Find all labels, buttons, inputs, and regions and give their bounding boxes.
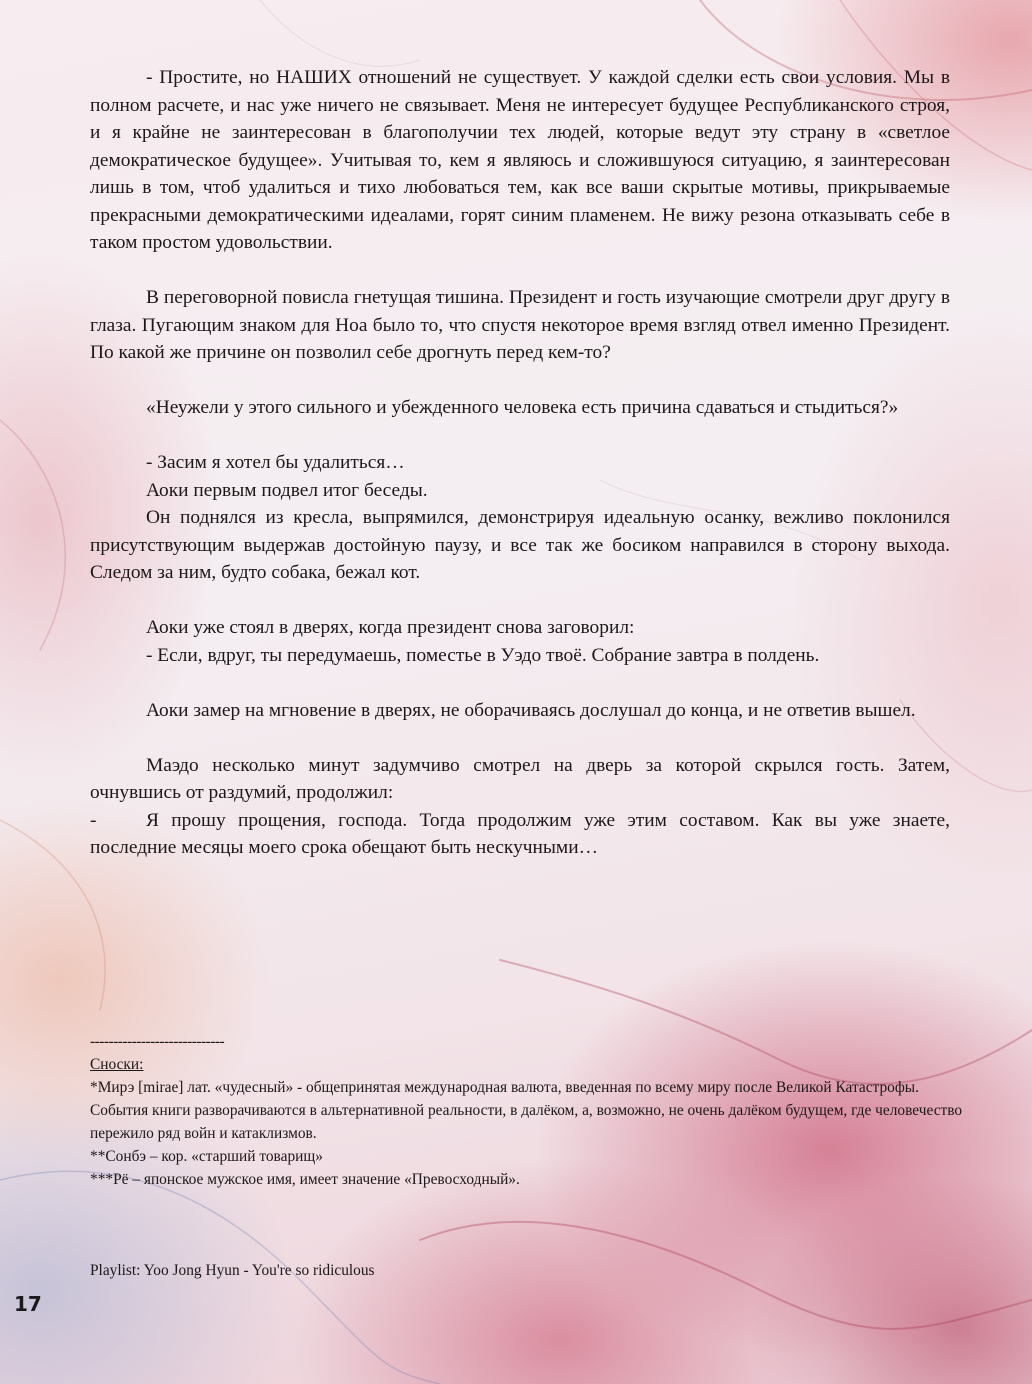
footnote-separator: ----------------------------- <box>90 1033 225 1050</box>
paragraph-aoki-leaves: Он поднялся из кресла, выпрямился, демонстрируя идеальную осанку, вежливо поклонился присутствующим выдержав достойную паузу, и все так же босиком направился в сторону выхода. Следом за ним, будто собака, бежал кот. <box>90 507 950 583</box>
footnote-ryo: ***Рё – японское мужское имя, имеет значение «Превосходный». <box>90 1171 520 1188</box>
paragraph-maedo-speech <box>90 807 950 862</box>
dash-marker: - <box>90 809 97 831</box>
paragraph-aoki-exit: Аоки замер на мгновение в дверях, не оборачиваясь дослушал до конца, и не ответив вышел. <box>146 699 916 721</box>
playlist-note: Playlist: Yoo Jong Hyun - You're so ridiculous <box>90 1262 375 1279</box>
page-number: 17 <box>14 1292 42 1316</box>
footnotes <box>90 1030 970 1191</box>
paragraph-farewell-line: - Засим я хотел бы удалиться… <box>146 452 405 473</box>
maedo-speech-text: Я прошу прощения, господа. Тогда продолжим уже этим составом. Как вы уже знаете, последние месяцы моего срока обещают быть нескучными… <box>90 809 950 858</box>
footnotes-title: Сноски: <box>90 1056 144 1073</box>
story-text <box>90 64 950 862</box>
paragraph-refusal: - Простите, но НАШИХ отношений не существует. У каждой сделки есть свои условия. Мы в полном расчете, и нас уже ничего не связывает. Меня не интересует будущее Республиканского строя, и я крайне не заинтересован в благополучии тех людей, которые ведут эту страну в «светлое демократическое будущее». Учитывая то, кем я являюсь и сложившуюся ситуацию, я заинтересован лишь в том, чтоб удалиться и тихо любоваться тем, как все ваши скрытые мотивы, прикрываемые прекрасными демократическими идеалами, горят синим пламенем. Не вижу резона отказывать себе в таком простом удовольствии. <box>90 67 950 253</box>
paragraph-aoki-summary: Аоки первым подвел итог беседы. <box>146 479 428 501</box>
paragraph-president-speaks: Аоки уже стоял в дверях, когда президент снова заговорил: <box>146 617 635 638</box>
paragraph-president-offer: - Если, вдруг, ты передумаешь, поместье в Уэдо твоё. Собрание завтра в полдень. <box>146 644 820 666</box>
paragraph-maedo: Маэдо несколько минут задумчиво смотрел на дверь за которой скрылся гость. Затем, очнувшись от раздумий, продолжил: <box>90 754 950 803</box>
paragraph-thought: «Неужели у этого сильного и убежденного человека есть причина сдаваться и стыдиться?» <box>146 397 899 418</box>
footnote-sonbe: **Сонбэ – кор. «старший товарищ» <box>90 1148 323 1165</box>
footnote-mirae: *Мирэ [mirae] лат. «чудесный» - общепринятая международная валюта, введенная по всему миру после Великой Катастрофы. События книги разворачиваются в альтернативной реальности, в далёком, а, возможно, не очень далёком будущем, где человечество пережило ряд войн и катаклизмов. <box>90 1079 963 1142</box>
paragraph-silence: В переговорной повисла гнетущая тишина. Президент и гость изучающие смотрели друг другу в глаза. Пугающим знаком для Ноа было то, что спустя некоторое время взгляд отвел именно Президент. По какой же причине он позволил себе дрогнуть перед кем-то? <box>90 287 950 363</box>
